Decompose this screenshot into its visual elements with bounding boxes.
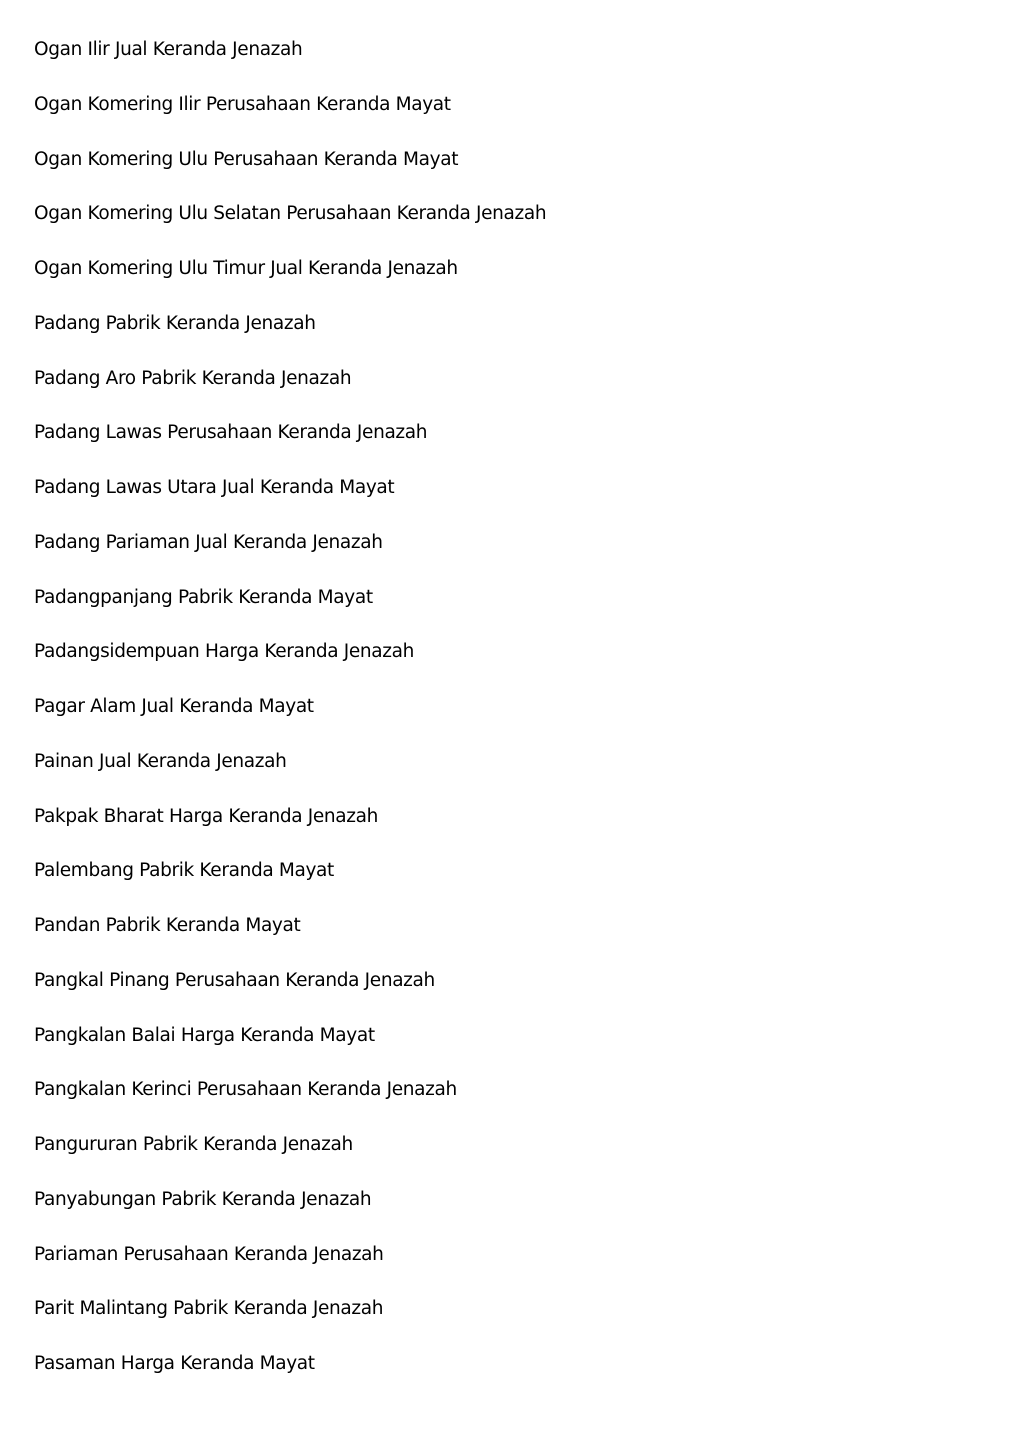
keranda-listing <box>34 36 546 1405</box>
list-item: Pagar Alam Jual Keranda Mayat <box>34 696 314 717</box>
list-item: Pandan Pabrik Keranda Mayat <box>34 915 301 936</box>
list-item: Parit Malintang Pabrik Keranda Jenazah <box>34 1298 384 1320</box>
list-item: Palembang Pabrik Keranda Mayat <box>34 860 334 882</box>
list-item: Pasaman Harga Keranda Mayat <box>34 1353 315 1374</box>
list-item: Padangpanjang Pabrik Keranda Mayat <box>34 586 373 608</box>
list-item: Padang Pabrik Keranda Jenazah <box>34 312 316 334</box>
list-item: Pangkalan Kerinci Perusahaan Keranda Jenazah <box>34 1079 457 1101</box>
list-item: Painan Jual Keranda Jenazah <box>34 750 287 772</box>
list-item: Padang Pariaman Jual Keranda Jenazah <box>34 531 383 553</box>
list-item: Ogan Komering Ulu Selatan Perusahaan Keranda Jenazah <box>34 203 547 225</box>
list-item: Pangururan Pabrik Keranda Jenazah <box>34 1134 353 1155</box>
list-item: Pangkal Pinang Perusahaan Keranda Jenazah <box>34 969 435 991</box>
list-item: Ogan Komering Ulu Perusahaan Keranda Mayat <box>34 148 459 170</box>
list-item: Pakpak Bharat Harga Keranda Jenazah <box>34 805 379 827</box>
list-item: Ogan Komering Ilir Perusahaan Keranda Mayat <box>34 93 451 115</box>
list-item: Pangkalan Balai Harga Keranda Mayat <box>34 1024 375 1046</box>
list-item: Padangsidempuan Harga Keranda Jenazah <box>34 641 414 663</box>
list-item: Pariaman Perusahaan Keranda Jenazah <box>34 1243 384 1265</box>
list-item: Padang Lawas Utara Jual Keranda Mayat <box>34 477 395 498</box>
list-item: Padang Aro Pabrik Keranda Jenazah <box>34 367 352 389</box>
list-item: Padang Lawas Perusahaan Keranda Jenazah <box>34 422 428 444</box>
list-item: Ogan Komering Ulu Timur Jual Keranda Jenazah <box>34 258 458 279</box>
list-item: Panyabungan Pabrik Keranda Jenazah <box>34 1188 372 1210</box>
list-item: Ogan Ilir Jual Keranda Jenazah <box>34 39 303 60</box>
